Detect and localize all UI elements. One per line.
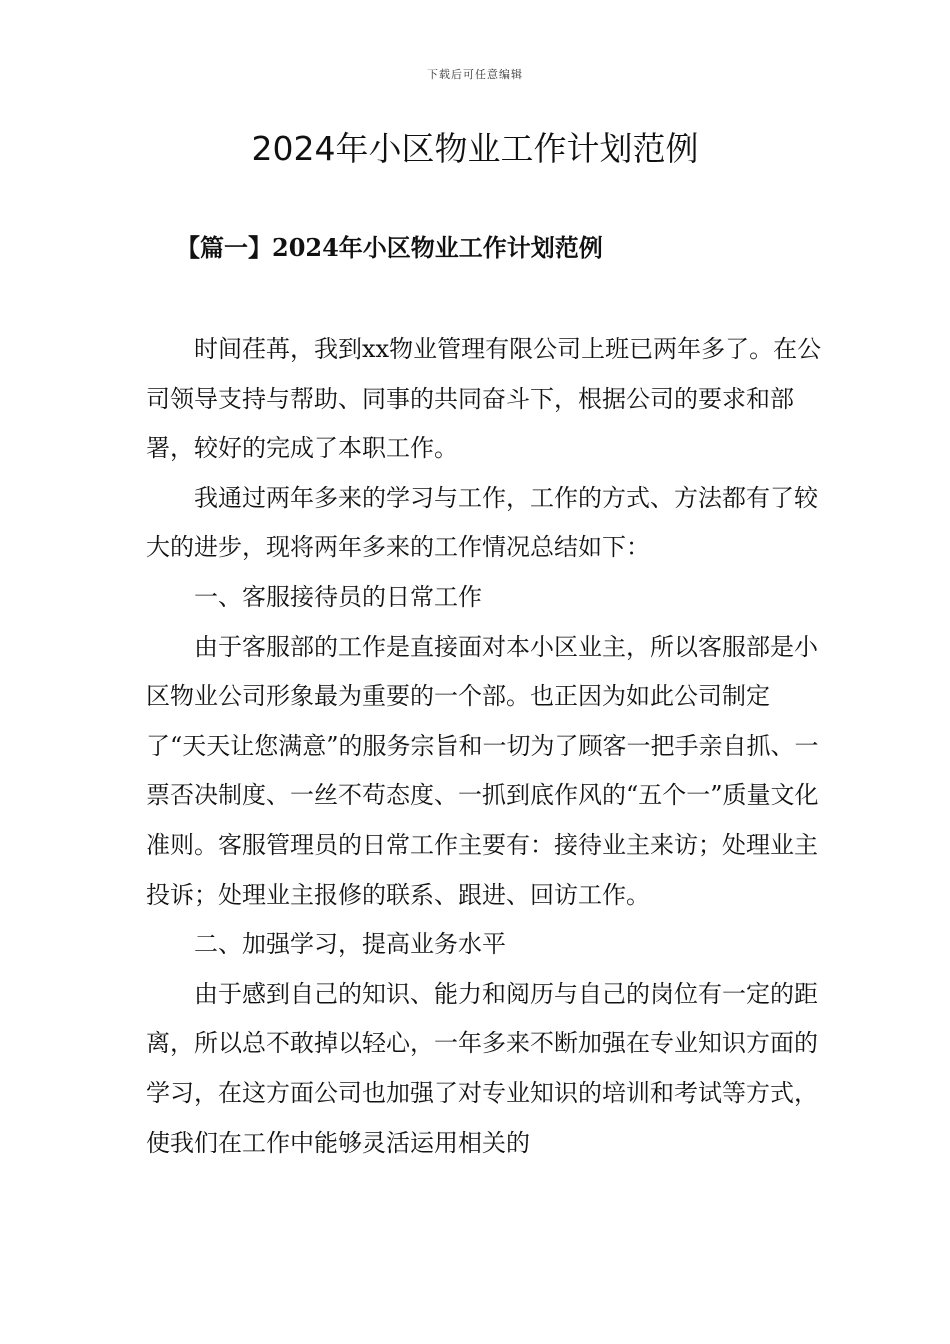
subheading-customer-service: 一、客服接待员的日常工作: [194, 582, 482, 611]
header-note: 下载后可任意编辑: [427, 68, 523, 81]
document-body: [146, 325, 826, 1168]
document-title: 2024年小区物业工作计划范例: [251, 129, 699, 168]
paragraph-intro: 时间荏苒，我到xx物业管理有限公司上班已两年多了。在公司领导支持与帮助、同事的共同奋斗下，根据公司的要求和部署，较好的完成了本职工作。: [146, 335, 822, 463]
subheading-learning: 二、加强学习，提高业务水平: [194, 930, 506, 959]
paragraph-summary-intro: 我通过两年多来的学习与工作，工作的方式、方法都有了较大的进步，现将两年多来的工作情况总结如下：: [146, 483, 818, 562]
paragraph-learning: 由于感到自己的知识、能力和阅历与自己的岗位有一定的距离，所以总不敢掉以轻心，一年多来不断加强在专业知识方面的学习，在这方面公司也加强了对专业知识的培训和考试等方式，使我们在工作中能够灵活运用相关的: [146, 979, 818, 1157]
section-heading: 【篇一】2024年小区物业工作计划范例: [176, 233, 603, 262]
paragraph-customer-service: 由于客服部的工作是直接面对本小区业主，所以客服部是小区物业公司形象最为重要的一个部。也正因为如此公司制定了“天天让您满意”的服务宗旨和一切为了顾客一把手亲自抓、一票否决制度、一丝不苟态度、一抓到底作风的“五个一”质量文化准则。客服管理员的日常工作主要有：接待业主来访；处理业主投诉；处理业主报修的联系、跟进、回访工作。: [146, 632, 819, 909]
